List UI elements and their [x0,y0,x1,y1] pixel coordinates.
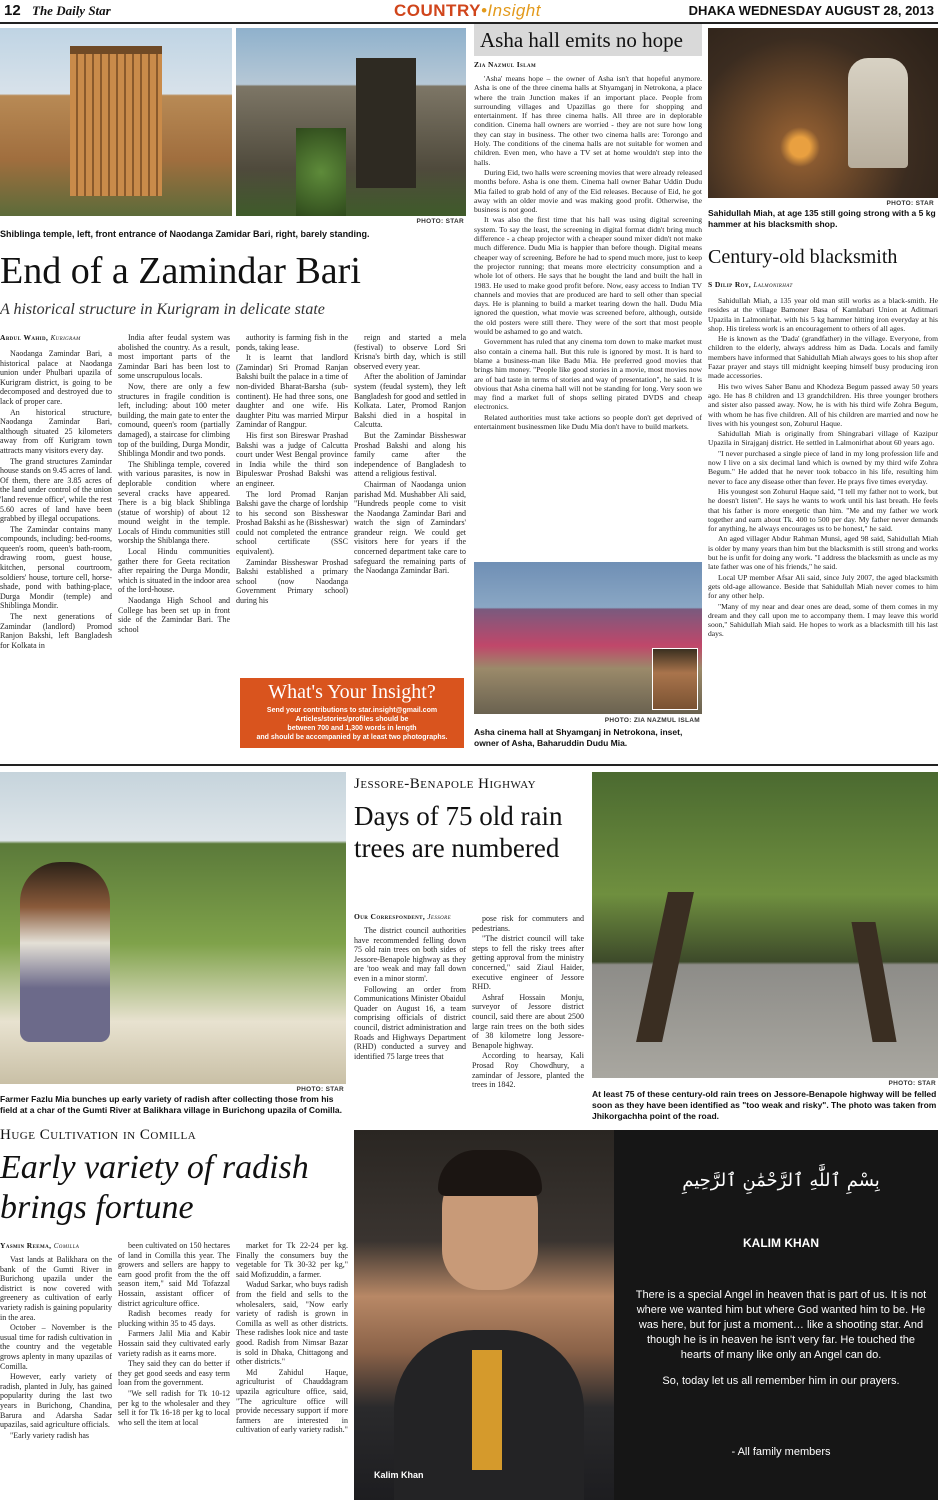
radish-col-3 [236,1241,348,1500]
para: His youngest son Zohurul Haque said, "I tell my father not to work, but he doesn't listen". He says he wants to work until his last breath. He feels that his father is more energetic than him. "Me and my father we work together and earn about Tk. 400 to 500 per day. My father never demands for anything, he always encourages us to be honest," he said. [708,486,938,534]
photo-credit-blacksmith: PHOTO: STAR [886,200,934,207]
para: Local Hindu communities gather there for Geeta recitation after repairing the Durga Mondir, which is situated in the indoor area of the lord-house. [118,547,230,595]
photo-rain-trees [592,772,938,1078]
caption-blacksmith: Sahidullah Miah, at age 135 still going strong with a 5 kg hammer at his blacksmith shop. [708,208,936,229]
byline-blacksmith [708,280,938,289]
headline-radish: Early variety of radish brings fortune [0,1149,309,1226]
zamindar-col-1 [0,349,112,749]
insight-promo-box [240,678,464,748]
headline-zamindar: End of a Zamindar Bari [0,250,361,292]
photo-credit-radish: PHOTO: STAR [296,1086,344,1093]
insight-line: Send your contributions to star.insight@gmail.com [266,707,438,714]
photo-blacksmith [708,28,938,198]
byline-place: Comilla [53,1242,80,1250]
para: An historical structure, Naodanga Zamindar Bari, although situated 25 kilometers away from off Kurigram town attracts many visitors every day. [0,407,112,455]
byline-zamindar [0,333,112,342]
para: Following an order from Communications Minister Obaidul Quader on August 16, a team comprising officials of district council, district administration and Roads and Highways Department (RHD) conducted a survey and identified 75 large trees that [354,984,466,1061]
headline-asha: Asha hall emits no hope [480,28,683,52]
para: October – November is the usual time for radish cultivation in the country and the vegetable grows aplenty in many upazilas of Comilla. [0,1323,112,1371]
para: During Eid, two halls were screening movies that were already released months before. Asha is one them. Cinema hall owner Bahar Uddin Dudu Mia failed to grab hold of any of the Eid releases. Because of Eid, he got away with an older movie and was making good profit. Otherwise, the business is not good. [474,167,702,215]
kicker-radish: Huge Cultivation in Comilla [0,1127,197,1143]
caption-rain-trees: At least 75 of these century-old rain trees on Jessore-Benapole highway will be felled soon as they have been identified as "too weak and risky". The photo was taken from Jhikorgachha point of the road. [592,1089,937,1121]
para: The grand structures Zamindar house stands on 9.45 acres of land. Of them, there are 3.85 acres of the land under control of the union 'land revenue office', while the rest 5.60 acres of land have been grabbed by illegal occupations. [0,456,112,524]
photo-credit-rain-trees: PHOTO: STAR [888,1080,936,1087]
zamindar-col-2 [118,333,230,749]
para: Ashraf Hossain Monju, surveyor of Jessore district council, said there are about 2500 large rain trees on the both sides of 38 kilometre long Jessore-Benapole highway. [472,992,584,1050]
section-title [394,1,541,21]
para: "The district council will take steps to fell the risky trees after getting approval from the ministry concerned," said Ziaul Haider, executive engineer of Jessore RHD. [472,934,584,992]
para: It was also the first time that his hall was using digital screening system. To say the least, the screening in digital format didn't bring much difference - a cheap projector with a cheaper sound mixer didn't not make much difference. Dudu Mia is happier than before though. Digital means cheaper way of screening. Before he had to spend much more, just to keep the projector running; that means more electricity consumption and a whole lot of others. He says that he bought the land and built the hall in 1983. He used to make good profit before. Now, easy access to Indian TV channels and movies that are produced are hard to sell other than special days. He is planning to build a market tearing down the hall. Dudu Mia ignored the question, what movie was screened before, although, outside the old posters were still there. They were of the sort that most people would be ashamed to go and watch. [474,215,702,337]
para: However, early variety of radish, planted in July, has gained popularity during the last two years in Burichong, Chandina, Barura and Adarsha Sadar upazilas, said agriculture officials. [0,1372,112,1430]
para: They said they can do better if they get good seeds and easy term loan from the government. [118,1359,230,1388]
para: Now, there are only a few structures in fragile condition is left, including: about 100 meter building, the main gate to enter the comound, queen's room (partially damaged), a staircase for climbing top of the building, Durga Mondir, Shiblinga Mondir and two ponds. [118,381,230,459]
deck-zamindar: A historical structure in Kurigram in delicate state [0,301,325,318]
para: Sahidullah Miah is originally from Shingrabari village of Kazipur Upazila in Sirajganj district. He settled in Lalmonirhat about 60 years ago. [708,429,938,448]
section-insight: Insight [487,1,541,20]
obituary-signature: - All family members [731,1446,831,1458]
byline-name: Our Correspondent, [354,912,426,921]
para: Naodanga Zamindar Bari, a historical palace at Naodanga union under Phulbari upazila of Kurigram district, is going to be decomposed and destroyed due to lack of proper care. [0,349,112,406]
obituary-name: KALIM KHAN [743,1236,819,1250]
obituary-text: There is a special Angel in heaven that is part of us. It is not where we wanted him but where God wanted him to be. He was here, but for just a moment… like a shooting star. And though he is in heaven he isn't very far. He touched the hearts of many like only an Angel can do. [635,1289,927,1361]
byline-name: S Dilip Roy, [708,280,752,289]
obituary-arabic: بِسْمِ ٱللَّٰهِ ٱلرَّحْمَٰنِ ٱلرَّحِيمِ [682,1170,880,1191]
para: reign and started a mela (festival) to observe Lord Sri Krisna's birth day, which is still observed every year. [354,333,466,371]
page-number: 12 [4,2,21,19]
para: According to hearsay, Kali Prosad Roy Chowdhury, a zamindar of Jessore, planted the trees in 1842. [472,1051,584,1090]
photo-shiblinga-temple [0,28,232,216]
para: Wadud Sarkar, who buys radish from the field and sells to the wholesalers, said, "Now early variety of radish is grown in Comilla as well as other districts. These radishes look nice and taste good. Radish from Nimsar Bazar is sold in Dhaka, Chittagong and other districts." [236,1280,348,1367]
para: But the Zamindar Bissheswar Proshad Bakshi and along his family came after the independence of Bangladesh to attend a religious festival. [354,430,466,479]
obituary-photo [354,1130,614,1500]
obituary-prayer: So, today let us all remember him in our prayers. [662,1375,900,1387]
photo-zamidar-bari-gate [236,28,466,216]
zamindar-col-3 [236,333,348,673]
para: The district council authorities have recommended felling down 75 old rain trees on both sides of Jessore-Benapole highway as they are 'too weak and may fall down even in a minor storm'. [354,926,466,983]
zamindar-col-4 [354,333,466,673]
byline-name: Abdul Wahid, [0,333,49,342]
para: Md Zahidul Haque, agriculturist of Chauddagram upazila agriculture office, said, "The agriculture office will provide necessary support if more farmers are interested in cultivation of early variety radish." [236,1367,348,1435]
byline-place: Kurigram [50,334,81,342]
byline-radish [0,1241,112,1250]
section-divider [0,764,938,766]
para: Local UP member Afsar Ali said, since July 2007, the aged blacksmith gets old-age allowance. Beside that Sahidullah Miah never comes to him for any other help. [708,572,938,601]
photo-credit-zamindar: PHOTO: STAR [416,218,464,225]
para: The Zamindar contains many compounds, including: bed-rooms, queen's room, queen's bath-room, drawing room, guest house, kitchen, personal courtroom, soldiers' house, torture cell, horse-shade, pond with bathing-place, Durga Mondir (temple) and Shiblinga Mondir. [0,524,112,611]
byline-place: Lalmonirhat [753,281,793,289]
para: Naodanga High School and College has been set up in front side of the Zamindar Bari. The school [118,596,230,634]
obituary-photo-label: Kalim Khan [374,1470,424,1480]
page-header [0,0,938,24]
para: "We sell radish for Tk 10-12 per kg to the wholesaler and they sell it for Tk 16-18 per kg to local who sell the item at local [118,1388,230,1427]
rain-trees-col-1 [354,926,466,1126]
para: Radish becomes ready for plucking within 35 to 45 days. [118,1309,230,1328]
insight-line: and should be accompanied by at least two photographs. [256,734,448,741]
headline-blacksmith: Century-old blacksmith [708,246,898,268]
section-name: COUNTRY [394,1,481,20]
para: Zamindar Bissheswar Proshad Bakshi established a primary school (now Naodanga Government Primary school) during his [236,557,348,606]
radish-col-1 [0,1255,112,1500]
photo-asha-cinema [474,562,702,714]
para: Related authorities must take actions so people don't get deprived of entertainment businessmen like Dudu Mia don't have to build markets. [474,412,702,431]
para: The lord Promad Ranjan Bakshi gave the charge of lordship to his second son Bissheswar Proshad Bakshi as he (Bissheswar) could not completed the entrance school certificate (SSC equivalent). [236,489,348,557]
para: Farmers Jalil Mia and Kabir Hossain said they cultivated early variety radish as it earns more. [118,1329,230,1358]
caption-radish: Farmer Fazlu Mia bunches up early variety of radish after collecting those from his field at a char of the Gumti River at Balikhara village in Burichong upazila of Comilla. [0,1094,342,1115]
rain-trees-col-2 [472,914,584,1126]
para: been cultivated on 150 hectares of land in Comilla this year. The growers and sellers are happy to earn good profit from the the off season item," said Md Tofazzal Hossain, assistant officer of district agriculture office. [118,1241,230,1308]
insight-line: Articles/stories/profiles should be [295,716,409,723]
para: pose risk for commuters and pedestrians. [472,914,584,933]
asha-body [474,74,702,558]
para: He is known as the 'Dada' (grandfather) in the village. Everyone, from children to the elderly, always address him as Dada. Locals and family members have informed that Sahidullah Miah always goes to his shop after Fazar prayer and stays till midnight keeping himself busy producing iron made accessories. [708,334,938,381]
para: "Early variety radish has [10,1430,90,1440]
para: Sahidullah Miah, a 135 year old man still works as a black-smith. He resides at the village Bamoner Basa of Kamlabari Union at Aditmari Upazila in Lalmonirhat. with his 5 kg hammer hitting iron everyday at his shop. His tireless work is an encouragement to others of all ages. [708,296,938,333]
para: Vast lands at Balikhara on the bank of the Gumti River in Burichong upazila under the district is now covered with greenery as cultivation of early variety radish is gaining popularity in the area. [0,1255,112,1322]
caption-asha: Asha cinema hall at Shyamganj in Netrokona, inset, owner of Asha, Baharuddin Dudu Mia. [474,727,683,748]
para: "Many of my near and dear ones are dead, some of them comes in my dream and they call upon me to accompany them. I may leave this world soon," Sahidullah Miah said. He hopes to work as a blacksmith till his last days. [708,601,938,639]
insight-line: between 700 and 1,300 words in length [287,725,417,732]
para: It is learnt that landlord (Zamindar) Sri Promad Ranjan Bakshi built the palace in a time of non-divided Bharat-Barsha (sub-continent). He had three sons, one daughter and one wife. His daughter Pitu was married Mirpur Zamindar of Rangpur. [236,353,348,430]
kicker-rain-trees: Jessore-Benapole Highway [354,776,537,792]
para: Chairman of Naodanga union parishad Md. Mushabber Ali said, "Hundreds people come to visit the Naodanga Zamindar Bari and watch the sign of Zamindars' grandeur reign. We could get visitors here for years if the concerned department take care to safeguard the remaining parts of the Naodanga Zamindar Bari. [354,479,466,576]
photo-inset-owner [652,648,698,710]
caption-zamindar: Shiblinga temple, left, front entrance of Naodanga Zamidar Bari, right, barely standing. [0,229,370,239]
headline-rain-trees: Days of 75 old rain trees are numbered [354,801,563,863]
obituary-ad [354,1130,938,1500]
para: An aged villager Abdur Rahman Munsi, aged 98 said, Sahidullah Miah is older by many years than him but the blacksmith is still strong and works but he is unfit for doing any work. "I address the blacksmith as uncle as my late father was one of his friends," he said. [708,534,938,572]
para: The next generations of Zamindar (landlord) Promod Ranjon Bakshi, left Bangladesh for Kolkata in [0,612,112,650]
photo-radish-farmer [0,772,346,1084]
byline-name: Yasmin Reema, [0,1241,52,1250]
para: His two wives Saher Banu and Khodeza Begum passed away 50 years ago. He has 8 children and 13 grandchildren. His three younger brothers and sister also passed away. Now, he is with his third wife Zohra Begum, with whom he has five children. All of his children are married and now he lives with his youngest son, Zohurul Haque. [708,381,938,428]
para: India after feudal system was abolished the country. As a result, most important parts of the Zamindar Bari has been lost to some unscrupulous locals. [118,333,230,381]
para: market for Tk 22-24 per kg. Finally the consumers buy the vegetable for Tk 30-32 per kg," said Mofizuddin, a farmer. [236,1241,348,1279]
dateline: DHAKA WEDNESDAY AUGUST 28, 2013 [688,3,934,18]
para: His first son Bireswar Prashad Bakshi was a judge of Calcutta court under West Bengal province in India while the third son Bipuleswar Proshad Bakshi was an engineer. [236,430,348,488]
masthead: The Daily Star [32,3,111,18]
section-dot: • [480,1,488,20]
byline-asha: Zia Nazmul Islam [474,60,537,69]
para: "I never purchased a single piece of land in my long profession life and now I live on a six decimal land which is owned by my third wife Zohra Begum." He added that he never took tobacco in his life, resulting him never to face any disease other than fever. He prays five times everyday. [708,448,938,486]
byline-place: Jessore [427,913,452,921]
insight-title: What's Your Insight? [268,681,436,703]
blacksmith-body [708,296,938,756]
para: The Shiblinga temple, covered with various parasites, is now in deplorable condition where several cracks have appeared. There is a big black Shiblinga (statue of worship) of about 12 mound weight in the temple. Locals of Hindu communities still worship the Shiblanga there. [118,459,230,546]
para: After the abolition of Jamindar system (feudal system), they left Bangladesh for good and settled in Kolkata. Later, Promod Ranjon Bakshi died in a hospital in Calcutta. [354,372,466,430]
photo-credit-asha: PHOTO: ZIA NAZMUL ISLAM [604,717,700,724]
para: 'Asha' means hope – the owner of Asha isn't that hopeful anymore. Asha is one of the three cinema halls at Shyamganj in Netrokona, a place where the train Junction makes if an important place. People from surrounding villages and Upazillas go there for shopping and entertainment. If has three cinema halls. All three are in deplorable condition. Cinema hall owners are worried - they are not sure how long they can stay in business. The other two cinema halls are: Torongo and Holy. The conditions of the cinema halls are not suitable for women and children. Even men, who have a TV set at home wouldn't step into the halls. [474,74,702,167]
para: Government has ruled that any cinema torn down to make market must also contain a cinema hall. But this rule is ignored by most. It is hard to blame a business-man like Badu Mia. He preferred good movies that brings him money. "People like good stories in a movie, most movies now are of bad taste in terms of stories and way of presentation", he said. It is obvious that Asha cinema hall will not be standing for long. Very soon we may find a market full of shops selling pirated DVDS and cheap electronics. [474,337,702,412]
para: authority is farming fish in the ponds, taking lease. [236,333,348,352]
radish-col-2 [118,1241,230,1500]
